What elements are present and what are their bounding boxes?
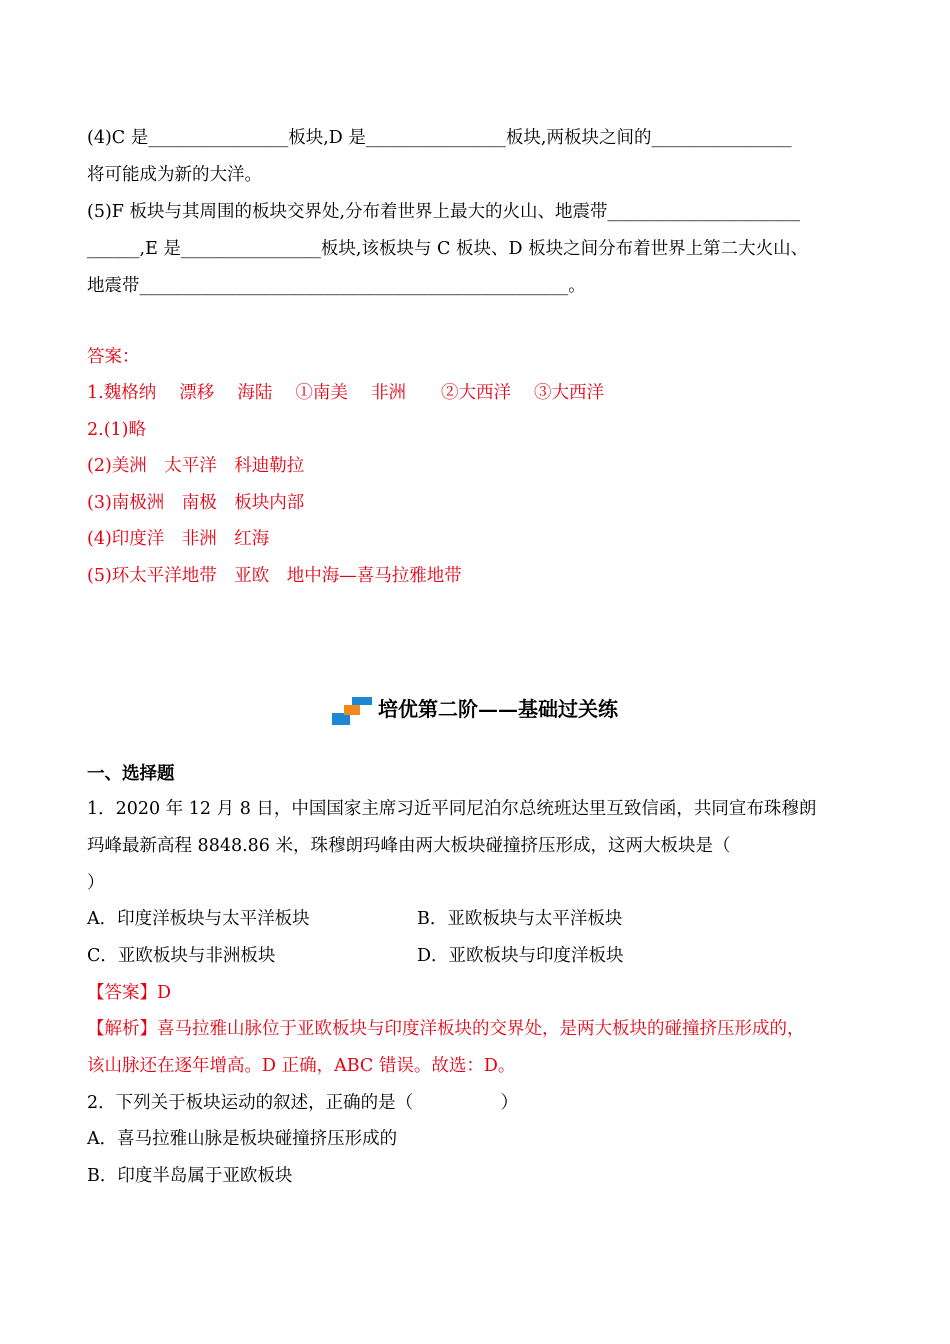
q1-stem-line-3: ） [87,873,105,893]
q1-option-a: A．印度洋板块与太平洋板块 [87,909,310,929]
part-title: 一、选择题 [87,764,175,784]
section-heading-text: 培优第二阶——基础过关练 [378,697,618,721]
section-heading [0,694,950,726]
answer-2-4: (4)印度洋 非洲 红海 [87,529,270,549]
answers-title: 答案： [87,347,140,367]
q2-stem: 2．下列关于板块运动的叙述，正确的是（ ） [87,1093,519,1113]
stacked-blocks-icon [332,696,374,726]
q1-options-row-2 [87,944,880,968]
q4-line-2: 将可能成为新的大洋。 [87,165,262,185]
answer-1: 1.魏格纳 漂移 海陆 ①南美 非洲 ②大西洋 ③大西洋 [87,383,605,403]
q1-answer: 【答案】D [87,983,172,1003]
q1-stem-line-2: 玛峰最新高程 8848.86 米，珠穆朗玛峰由两大板块碰撞挤压形成，这两大板块是（ [87,836,731,856]
answer-2-1: 2.(1)略 [87,420,146,440]
q5-line-2: ______,E 是________________板块,该板块与 C 板块、D 板块之间分布着世界上第二大火山、 [87,239,809,259]
q4-line-1: (4)C 是________________板块,D 是________________板块,两板块之间的________________ [87,128,792,148]
q1-analysis-line-1: 【解析】喜马拉雅山脉位于亚欧板块与印度洋板块的交界处，是两大板块的碰撞挤压形成的， [87,1019,805,1039]
q1-option-d: D．亚欧板块与印度洋板块 [417,946,624,966]
q5-line-3: 地震带_________________________________________________。 [87,276,586,296]
q2-option-b: B．印度半岛属于亚欧板块 [87,1166,293,1186]
q1-analysis-line-2: 该山脉还在逐年增高。D 正确，ABC 错误。故选：D。 [87,1056,516,1076]
q5-line-1: (5)F 板块与其周围的板块交界处,分布着世界上最大的火山、地震带______________________ [87,202,801,222]
q1-option-c: C．亚欧板块与非洲板块 [87,946,276,966]
q1-option-b: B．亚欧板块与太平洋板块 [417,909,623,929]
q1-stem-line-1: 1．2020 年 12 月 8 日，中国国家主席习近平同尼泊尔总统班达里互致信函，共同宣布珠穆朗 [87,799,817,819]
answer-2-3: (3)南极洲 南极 板块内部 [87,493,305,513]
answer-2-5: (5)环太平洋地带 亚欧 地中海—喜马拉雅地带 [87,566,462,586]
answer-2-2: (2)美洲 太平洋 科迪勒拉 [87,456,305,476]
q1-options-row-1 [87,907,880,931]
q2-option-a: A．喜马拉雅山脉是板块碰撞挤压形成的 [87,1129,398,1149]
